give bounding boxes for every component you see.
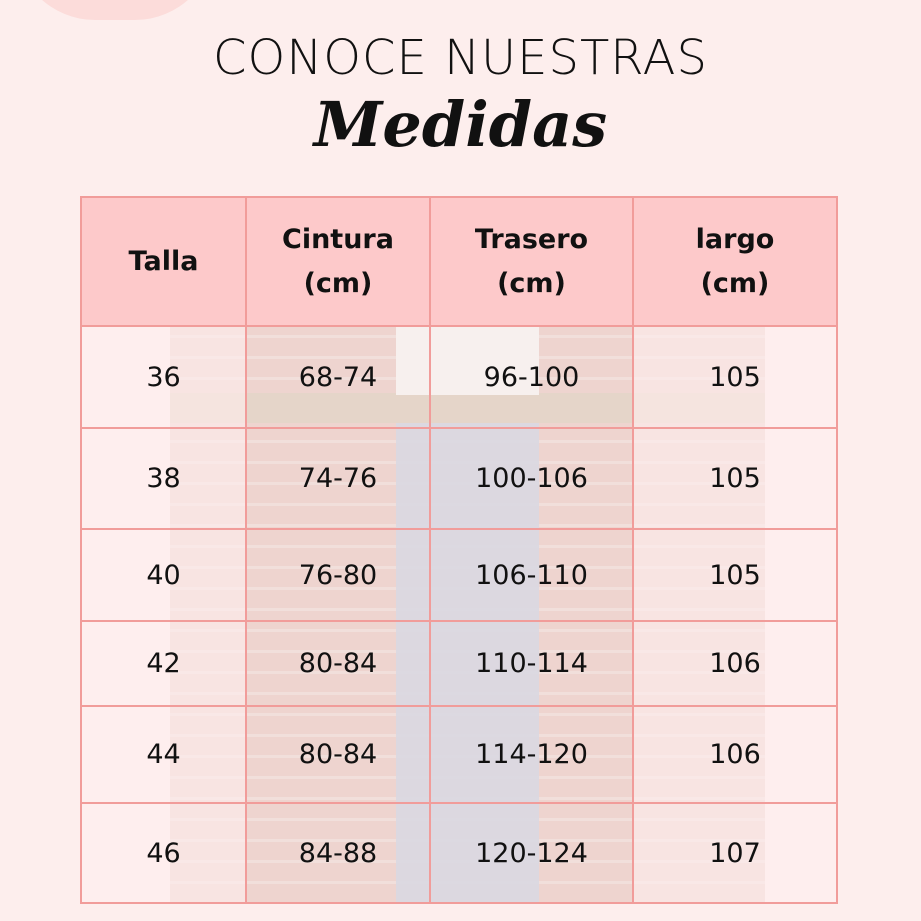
cell-largo: 107 — [633, 803, 837, 903]
cell-trasero: 96-100 — [430, 326, 633, 428]
header-label: Talla — [128, 245, 199, 277]
cell-cintura: 80-84 — [246, 621, 430, 706]
header-trasero — [430, 197, 633, 326]
cell-trasero: 110-114 — [430, 621, 633, 706]
size-table — [80, 196, 838, 904]
cell-largo: 105 — [633, 428, 837, 529]
cell-cintura: 84-88 — [246, 803, 430, 903]
header-unit: (cm) — [303, 267, 373, 299]
cell-largo: 106 — [633, 706, 837, 803]
cell-cintura: 68-74 — [246, 326, 430, 428]
cell-talla: 36 — [81, 326, 246, 428]
header-label: largo — [695, 223, 775, 255]
table-row — [81, 706, 837, 803]
table-row — [81, 621, 837, 706]
cell-cintura: 74-76 — [246, 428, 430, 529]
cell-largo: 105 — [633, 326, 837, 428]
cell-talla: 44 — [81, 706, 246, 803]
header-cintura — [246, 197, 430, 326]
table-row — [81, 326, 837, 428]
table-row — [81, 428, 837, 529]
title-line1: CONOCE NUESTRAS — [213, 30, 708, 86]
cell-cintura: 80-84 — [246, 706, 430, 803]
cell-talla: 38 — [81, 428, 246, 529]
table-row — [81, 529, 837, 621]
cell-talla: 46 — [81, 803, 246, 903]
cell-trasero: 120-124 — [430, 803, 633, 903]
cell-trasero: 114-120 — [430, 706, 633, 803]
header-largo — [633, 197, 837, 326]
cell-talla: 40 — [81, 529, 246, 621]
header-talla — [81, 197, 246, 326]
header-unit: (cm) — [700, 267, 770, 299]
header-unit: (cm) — [497, 267, 566, 299]
title-line2: Medidas — [313, 88, 608, 161]
header-label: Trasero — [474, 223, 589, 255]
cell-largo: 106 — [633, 621, 837, 706]
table-row — [81, 803, 837, 903]
header-label: Cintura — [282, 223, 394, 255]
cell-trasero: 100-106 — [430, 428, 633, 529]
cell-trasero: 106-110 — [430, 529, 633, 621]
decorative-blob — [15, 0, 215, 20]
table-header-row — [81, 197, 837, 326]
cell-largo: 105 — [633, 529, 837, 621]
cell-cintura: 76-80 — [246, 529, 430, 621]
cell-talla: 42 — [81, 621, 246, 706]
